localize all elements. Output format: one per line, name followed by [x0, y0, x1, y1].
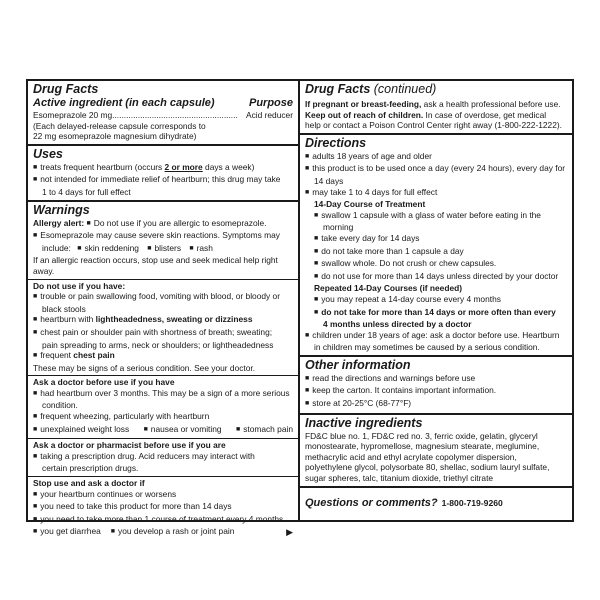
- allergy-label: Allergy alert:: [33, 217, 85, 228]
- do-not-use-item: [33, 327, 293, 350]
- ingredient-note-2: 22 mg esomeprazole magnesium dihydrate): [33, 131, 197, 142]
- do-not-use-item: [33, 314, 293, 327]
- item-text: trouble or pain swallowing food, vomiting with blood, or bloody or: [40, 291, 280, 302]
- drug-facts-panel: [26, 79, 574, 538]
- questions-section: [300, 488, 572, 520]
- uses-item-1: [33, 162, 293, 175]
- do-not-use-item: [33, 291, 293, 314]
- do-not-use-heading: Do not use if you have:: [33, 280, 126, 291]
- course-item: [314, 210, 567, 233]
- stop-use-item: ■ you get diarrhea: [33, 526, 101, 539]
- keep-away-label: Keep out of reach of children.: [305, 109, 424, 120]
- active-ingredient-section: [28, 81, 298, 146]
- ingredient-note-1: (Each delayed-release capsule corresponds to: [33, 120, 206, 131]
- keep-away-text: In case of overdose, get medical: [423, 109, 547, 120]
- item-emphasis: lightheadedness, sweating or dizziness: [95, 314, 253, 325]
- uses-heading: Uses: [33, 146, 63, 161]
- active-heading-row: [33, 97, 293, 110]
- directions-heading: Directions: [305, 135, 367, 150]
- allergy-text: ■ Do not use if you are allergic to esomeprazole.: [87, 218, 267, 228]
- drug-facts-title: Drug Facts: [33, 82, 99, 96]
- ask-pharmacist-item: [33, 451, 293, 474]
- inactive-line: monostearate, hypromellose, magnesium stearate, meglumine,: [305, 441, 540, 452]
- item-text: pain spreading to arms, neck or shoulders; or lightheadedness: [42, 339, 274, 350]
- repeat-heading: Repeated 14-Day Courses (if needed): [314, 283, 463, 294]
- uses-emphasis: 2 or more: [164, 161, 203, 172]
- uses-text: 1 to 4 days for full effect: [42, 186, 131, 197]
- other-info-item: ■ read the directions and warnings before use: [305, 373, 567, 386]
- ask-doctor-item: ■ nausea or vomiting: [144, 424, 222, 437]
- pregnancy-note: [305, 99, 567, 110]
- warnings-heading: Warnings: [33, 202, 90, 217]
- stop-use-heading: Stop use and ask a doctor if: [33, 478, 145, 489]
- ask-doctor-item: ■ frequent wheezing, particularly with heartburn: [33, 411, 293, 424]
- course-item: ■ do not take more than 1 capsule a day: [314, 246, 567, 259]
- ask-pharmacist-section: [28, 439, 298, 477]
- course-item: ■ do not use for more than 14 days unless directed by your doctor: [314, 271, 567, 284]
- repeat-item: [314, 307, 567, 330]
- other-info-section: [300, 357, 572, 415]
- item-text: 4 months unless directed by a doctor: [323, 319, 472, 330]
- ask-doctor-heading: Ask a doctor before use if you have: [33, 377, 175, 388]
- other-info-item: ■ keep the carton. It contains important information.: [305, 385, 567, 398]
- item-text: this product is to be used once a day (every 24 hours), every day for: [312, 163, 566, 174]
- direction-item: [305, 163, 567, 186]
- skin-option: ■ skin reddening: [77, 243, 139, 253]
- item-text: black stools: [42, 303, 86, 314]
- skin-text: Esomeprazole may cause severe skin reactions. Symptoms may: [40, 230, 280, 241]
- item-text: in children may sometimes be caused by a serious condition.: [314, 342, 540, 353]
- item-text: swallow 1 capsule with a glass of water before eating in the: [321, 209, 541, 220]
- ask-doctor-item: ■ unexplained weight loss: [33, 424, 129, 437]
- uses-text: treats frequent heartburn (occurs: [40, 161, 165, 172]
- skin-text: include:: [42, 242, 71, 253]
- direction-item: ■ may take 1 to 4 days for full effect: [305, 187, 567, 200]
- ask-doctor-item-row: [33, 424, 293, 437]
- item-text: heartburn with: [40, 314, 96, 325]
- directions-section: [300, 135, 572, 357]
- leader-dots: ......................................................: [112, 110, 238, 120]
- active-ingredient-heading: Active ingredient (in each capsule): [33, 97, 215, 109]
- inactive-line: methacrylic acid and ethyl acrylate copolymer dispersion,: [305, 451, 517, 462]
- item-text: condition.: [42, 400, 78, 411]
- ask-pharmacist-heading: Ask a doctor or pharmacist before use if you are: [33, 440, 226, 451]
- drug-facts-continued-title: [305, 82, 567, 97]
- do-not-use-item: [33, 350, 293, 363]
- questions-label: Questions or comments?: [305, 497, 438, 510]
- other-info-item: ■ store at 20-25°C (68-77°F): [305, 398, 567, 411]
- item-text: frequent: [40, 350, 74, 361]
- pregnancy-text: ask a health professional before use.: [421, 99, 561, 109]
- do-not-use-footer: These may be signs of a serious condition. See your doctor.: [33, 362, 256, 373]
- item-emphasis: chest pain: [73, 350, 115, 361]
- inactive-ingredients-section: [300, 415, 572, 488]
- inactive-line: FD&C blue no. 1, FD&C red no. 3, ferric oxide, gelatin, glyceryl: [305, 430, 538, 441]
- inactive-heading: Inactive ingredients: [305, 415, 423, 430]
- uses-text: days a week): [202, 161, 255, 172]
- course-heading: 14-Day Course of Treatment: [314, 199, 426, 210]
- skin-warning: [33, 230, 293, 255]
- inactive-line: polyethylene glycol, polysorbate 80, shellac, sodium lauryl sulfate,: [305, 462, 550, 473]
- stop-use-item-row: [33, 526, 293, 539]
- direction-item: [305, 330, 567, 353]
- title-continued: (continued): [370, 82, 437, 96]
- item-text: 14 days: [314, 175, 344, 186]
- stop-use-item: ■ you need to take more than 1 course of treatment every 4 months: [33, 514, 293, 527]
- purpose-value: Acid reducer: [245, 110, 293, 120]
- direction-item: ■ adults 18 years of age and older: [305, 151, 567, 164]
- uses-section: [28, 146, 298, 202]
- item-text: morning: [323, 222, 354, 233]
- ask-doctor-section: [28, 376, 298, 439]
- continue-arrow-icon: ▶: [286, 527, 293, 538]
- repeat-item: ■ you may repeat a 14-day course every 4 months: [314, 294, 567, 307]
- purpose-heading: Purpose: [248, 97, 293, 109]
- allergic-reaction-note: If an allergic reaction occurs, stop use and seek medical help right away.: [33, 255, 278, 276]
- title-text: Drug Facts: [305, 82, 371, 96]
- stop-use-section: [28, 477, 298, 541]
- allergy-alert: [33, 218, 293, 231]
- ingredient-name: Esomeprazole 20 mg: [33, 110, 113, 120]
- inactive-line: sugar spheres, talc, titanium dioxide, triethyl citrate: [305, 473, 494, 484]
- right-column: [300, 81, 572, 520]
- uses-text: not intended for immediate relief of heartburn; this drug may take: [40, 174, 281, 185]
- warnings-section: [28, 202, 298, 280]
- course-item: ■ swallow whole. Do not crush or chew capsules.: [314, 258, 567, 271]
- continued-header-section: [300, 81, 572, 135]
- stop-use-item: ■ your heartburn continues or worsens: [33, 489, 293, 502]
- skin-option: ■ rash: [189, 243, 213, 253]
- ask-doctor-item: ■ stomach pain: [236, 424, 293, 437]
- left-column: [28, 81, 300, 538]
- course-item: ■ take every day for 14 days: [314, 233, 567, 246]
- item-text: taking a prescription drug. Acid reducers may interact with: [40, 450, 255, 461]
- skin-option: ■ blisters: [147, 243, 181, 253]
- ask-doctor-item: [33, 388, 293, 411]
- keep-away-text: help or contact a Poison Control Center right away (1-800-222-1222).: [305, 120, 562, 131]
- item-text: chest pain or shoulder pain with shortness of breath; sweating;: [40, 326, 273, 337]
- stop-use-item: ■ you develop a rash or joint pain: [111, 526, 235, 539]
- pregnancy-label: If pregnant or breast-feeding,: [305, 99, 422, 109]
- item-text: children under 18 years of age: ask a doctor before use. Heartburn: [312, 329, 560, 340]
- uses-item-2: [33, 174, 293, 197]
- questions-phone: 1-800-719-9260: [441, 498, 503, 509]
- item-text: do not take for more than 14 days or more often than every: [321, 306, 556, 317]
- item-text: certain prescription drugs.: [42, 463, 139, 474]
- stop-use-item: ■ you need to take this product for more than 14 days: [33, 501, 293, 514]
- item-text: had heartburn over 3 months. This may be a sign of a more serious: [40, 387, 290, 398]
- other-info-heading: Other information: [305, 357, 411, 372]
- do-not-use-section: [28, 280, 298, 377]
- ingredient-row: [33, 110, 293, 121]
- keep-away-note: [305, 110, 567, 131]
